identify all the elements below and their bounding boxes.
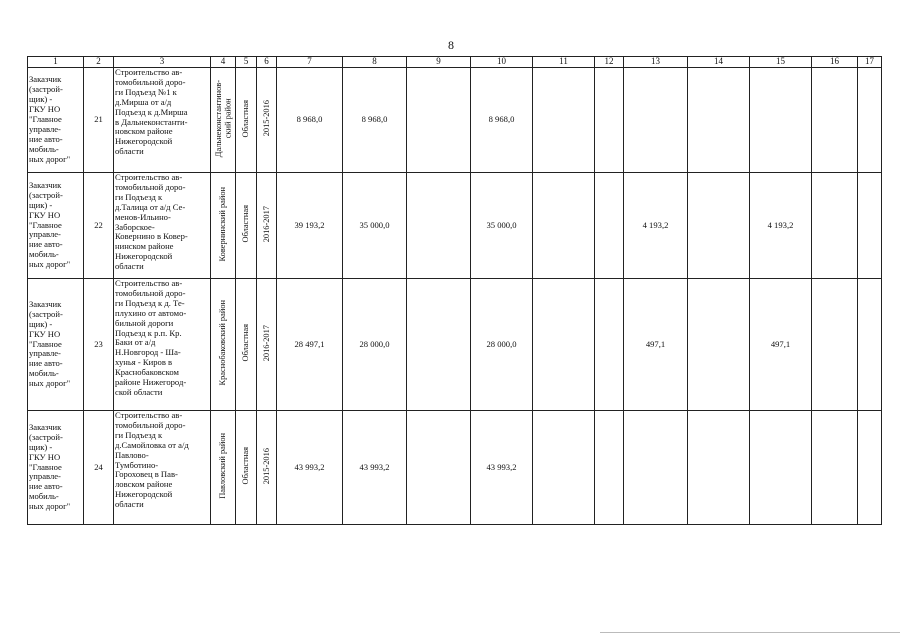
district-cell xyxy=(211,279,236,411)
value-cell-c13 xyxy=(624,411,688,525)
value-cell-c16 xyxy=(812,68,858,173)
column-header: 13 xyxy=(624,57,688,68)
value-cell-c15: 4 193,2 xyxy=(750,173,812,279)
column-header: 17 xyxy=(858,57,882,68)
value-cell-c10: 28 000,0 xyxy=(471,279,533,411)
district-cell xyxy=(211,68,236,173)
scan-artifact xyxy=(600,632,900,633)
value-cell-c17 xyxy=(858,68,882,173)
period-cell-text: 2016-2017 xyxy=(261,324,271,362)
value-cell-c17 xyxy=(858,411,882,525)
value-cell-c14 xyxy=(688,411,750,525)
column-header: 2 xyxy=(84,57,114,68)
value-cell-c15: 497,1 xyxy=(750,279,812,411)
column-header: 15 xyxy=(750,57,812,68)
column-header: 12 xyxy=(595,57,624,68)
value-cell-c13: 497,1 xyxy=(624,279,688,411)
table-row xyxy=(28,68,882,173)
row-number-cell: 24 xyxy=(84,411,114,525)
value-cell-c15 xyxy=(750,68,812,173)
value-cell-c9 xyxy=(407,411,471,525)
value-cell-c12 xyxy=(595,68,624,173)
period-cell xyxy=(257,411,277,525)
value-cell-c9 xyxy=(407,173,471,279)
object-cell: Строительство ав- томобильной доро- ги Подъезд к д. Те- плухино от автомо- бильной дороги Подъезд к р.п. Кр. Баки от а/д Н.Новгород - Ша- хунья - Киров в Краснобаковском районе Нижегород- ской области xyxy=(114,279,211,411)
level-cell-text: Областная xyxy=(241,324,251,362)
page-number: 8 xyxy=(448,38,454,52)
level-cell xyxy=(236,173,257,279)
table-row xyxy=(28,173,882,279)
level-cell xyxy=(236,68,257,173)
district-cell xyxy=(211,173,236,279)
level-cell-text: Областная xyxy=(241,447,251,485)
customer-cell: Заказчик (застрой- щик) - ГКУ НО "Главное управле- ние авто- мобиль- ных дорог" xyxy=(28,411,84,525)
column-header: 4 xyxy=(211,57,236,68)
value-cell-c9 xyxy=(407,279,471,411)
level-cell-text: Областная xyxy=(241,205,251,243)
value-cell-c10: 8 968,0 xyxy=(471,68,533,173)
value-cell-c14 xyxy=(688,279,750,411)
district-cell xyxy=(211,411,236,525)
column-header: 3 xyxy=(114,57,211,68)
value-cell-c8: 28 000,0 xyxy=(343,279,407,411)
value-cell-c12 xyxy=(595,173,624,279)
level-cell xyxy=(236,411,257,525)
value-cell-c10: 35 000,0 xyxy=(471,173,533,279)
value-cell-c11 xyxy=(533,411,595,525)
level-cell-text: Областная xyxy=(241,99,251,138)
customer-cell: Заказчик (застрой- щик) - ГКУ НО "Главное управле- ние авто- мобиль- ных дорог" xyxy=(28,173,84,279)
value-cell-c11 xyxy=(533,68,595,173)
value-cell-c7: 28 497,1 xyxy=(277,279,343,411)
level-cell xyxy=(236,279,257,411)
value-cell-c14 xyxy=(688,68,750,173)
value-cell-c11 xyxy=(533,279,595,411)
value-cell-c13: 4 193,2 xyxy=(624,173,688,279)
column-header: 7 xyxy=(277,57,343,68)
column-header: 14 xyxy=(688,57,750,68)
value-cell-c8: 43 993,2 xyxy=(343,411,407,525)
value-cell-c9 xyxy=(407,68,471,173)
projects-table xyxy=(27,56,882,525)
value-cell-c10: 43 993,2 xyxy=(471,411,533,525)
customer-cell: Заказчик (застрой- щик) - ГКУ НО "Главное управле- ние авто- мобиль- ных дорог" xyxy=(28,279,84,411)
district-cell-text: Павловский район xyxy=(218,433,228,499)
value-cell-c12 xyxy=(595,279,624,411)
value-cell-c14 xyxy=(688,173,750,279)
district-cell-text: Ковернинский район xyxy=(218,186,228,262)
value-cell-c16 xyxy=(812,279,858,411)
row-number-cell: 21 xyxy=(84,68,114,173)
period-cell xyxy=(257,68,277,173)
value-cell-c16 xyxy=(812,411,858,525)
column-header: 5 xyxy=(236,57,257,68)
value-cell-c15 xyxy=(750,411,812,525)
column-header: 11 xyxy=(533,57,595,68)
customer-cell: Заказчик (застрой- щик) - ГКУ НО "Главное управле- ние авто- мобиль- ных дорог" xyxy=(28,68,84,173)
row-number-cell: 23 xyxy=(84,279,114,411)
column-header: 8 xyxy=(343,57,407,68)
value-cell-c7: 39 193,2 xyxy=(277,173,343,279)
column-header: 9 xyxy=(407,57,471,68)
row-number-cell: 22 xyxy=(84,173,114,279)
column-header: 10 xyxy=(471,57,533,68)
table-row xyxy=(28,411,882,525)
object-cell: Строительство ав- томобильной доро- ги Подъезд №1 к д.Мирша от а/д Подъезд к д.Мирша в Дальнеконстанти- новском районе Нижегородской области xyxy=(114,68,211,173)
value-cell-c17 xyxy=(858,279,882,411)
object-cell: Строительство ав- томобильной доро- ги Подъезд к д.Самойловка от а/д Павлово- Тумботино- Гороховец в Пав- ловском районе Нижегородской области xyxy=(114,411,211,525)
column-header: 6 xyxy=(257,57,277,68)
column-header: 16 xyxy=(812,57,858,68)
district-cell-text: Дальнеконстантинов- ский район xyxy=(213,79,232,158)
value-cell-c7: 43 993,2 xyxy=(277,411,343,525)
value-cell-c12 xyxy=(595,411,624,525)
value-cell-c13 xyxy=(624,68,688,173)
value-cell-c8: 8 968,0 xyxy=(343,68,407,173)
object-cell: Строительство ав- томобильной доро- ги Подъезд к д.Талица от а/д Се- менов-Ильино- Заборское- Ковернино в Ковер- нинском районе Нижегородской области xyxy=(114,173,211,279)
value-cell-c16 xyxy=(812,173,858,279)
value-cell-c7: 8 968,0 xyxy=(277,68,343,173)
value-cell-c11 xyxy=(533,173,595,279)
value-cell-c8: 35 000,0 xyxy=(343,173,407,279)
value-cell-c17 xyxy=(858,173,882,279)
header-row xyxy=(28,57,882,68)
period-cell xyxy=(257,173,277,279)
period-cell-text: 2015-2016 xyxy=(261,447,271,485)
district-cell-text: Краснобаковский район xyxy=(218,300,228,386)
period-cell xyxy=(257,279,277,411)
column-header: 1 xyxy=(28,57,84,68)
table-row xyxy=(28,279,882,411)
period-cell-text: 2015-2016 xyxy=(261,100,271,137)
period-cell-text: 2016-2017 xyxy=(261,205,271,243)
